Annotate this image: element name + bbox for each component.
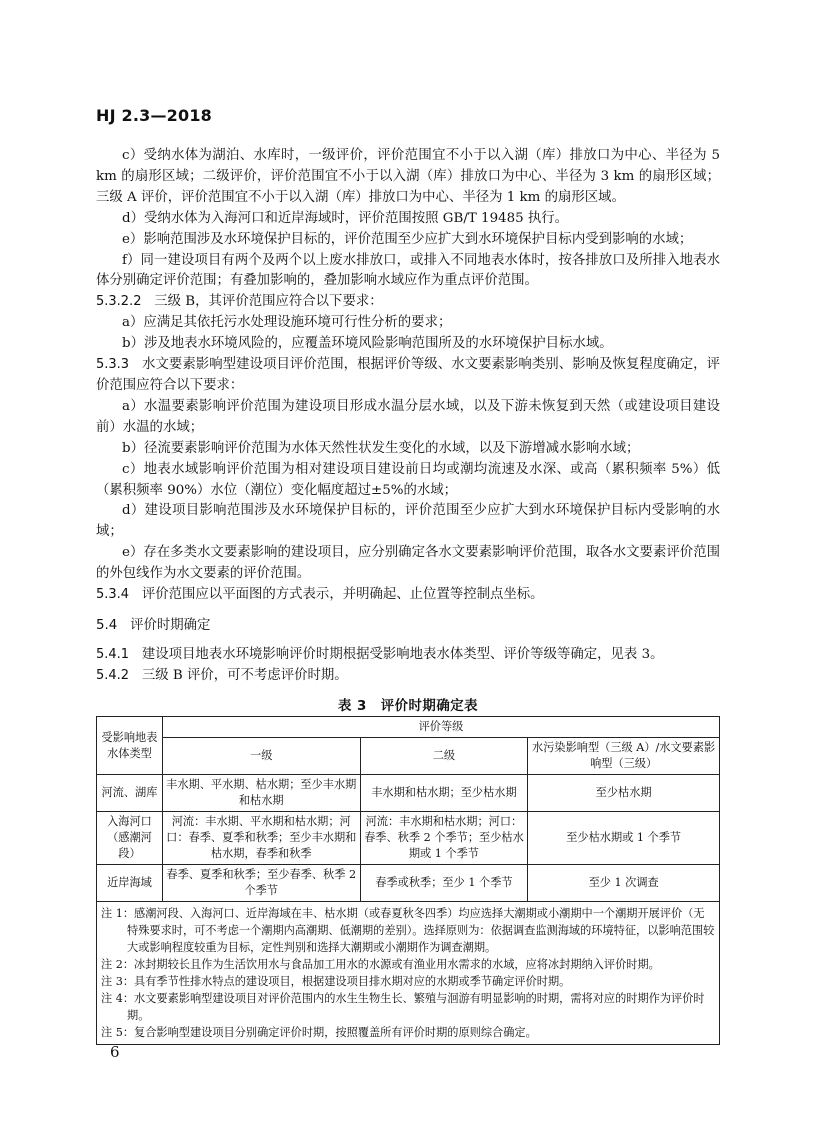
clause-number: 5.4.1: [96, 646, 130, 662]
cell-level-1: 丰水期、平水期、枯水期；至少丰水期和枯水期: [162, 775, 360, 812]
clause-text: 评价范围应以平面图的方式表示，并明确起、止位置等控制点坐标。: [141, 587, 544, 603]
table-note: 注 3：具有季节性排水特点的建设项目，根据建设项目排水期对应的水期或季节确定评价时期。: [101, 975, 571, 988]
page-number: 6: [110, 1043, 120, 1061]
table-note: 注 5：复合影响型建设项目分别确定评价时期，按照覆盖所有评价时期的原则综合确定。: [101, 1026, 537, 1039]
paragraph-a2: a）应满足其依托污水处理设施环境可行性分析的要求；: [122, 315, 452, 331]
paragraph-d3: d）建设项目影响范围涉及水环境保护目标的，评价范围至少应扩大到水环境保护目标内受影响的水域；: [96, 503, 720, 540]
cell-level-2: 春季或秋季；至少 1 个季节: [360, 865, 528, 902]
paragraph-e1: e）影响范围涉及水环境保护目标的，评价范围至少应扩大到水环境保护目标内受到影响的水域；: [122, 231, 693, 247]
paragraph-f1: f）同一建设项目有两个及两个以上废水排放口，或排入不同地表水体时，按各排放口及所排入地表水体分别确定评价范围；有叠加影响的，叠加影响水域应作为重点评价范围。: [96, 252, 720, 289]
clause-5-3-4: [96, 585, 720, 606]
clause-5-4-1: [96, 645, 720, 666]
cell-level-1: 河流：丰水期、平水期和枯水期；河口：春季、夏季和秋季；至少丰水期和枯水期，春季和秋季: [162, 812, 360, 865]
clause-text: 三级 B，其评价范围应符合以下要求：: [154, 294, 383, 310]
table-subheader-row: [97, 738, 720, 775]
paragraph-a3: a）水温要素影响评价范围为建设项目形成水温分层水域，以及下游未恢复到天然（或建设项目建设前）水温的水域；: [96, 398, 720, 435]
heading-number: 5.4: [96, 617, 118, 633]
body-text: [96, 146, 720, 724]
table-row: [97, 865, 720, 902]
paragraph-b3: b）径流要素影响评价范围为水体天然性状发生变化的水域，以及下游增减水影响水域；: [122, 440, 640, 456]
cell-type: 入海河口（感潮河段）: [97, 812, 163, 865]
header-evaluation-grade: 评价等级: [162, 717, 719, 738]
table-note: 注 1：感潮河段、入海河口、近岸海域在丰、枯水期（或春夏秋冬四季）均应选择大潮期或小潮期中一个潮期开展评价（无特殊要求时，可不考虑一个潮期内高潮期、低潮期的差别）。选择原则为：依据调查监测海域的环境特征，以影响范围较大或影响程度较重为目标，定性判别和选择大潮期或小潮期作为调查潮期。: [101, 907, 715, 954]
clause-5-3-2-2: [96, 292, 720, 313]
table-header-row: [97, 717, 720, 738]
cell-level-3: 至少枯水期或 1 个季节: [528, 812, 720, 865]
cell-level-3: 至少 1 次调查: [528, 865, 720, 902]
cell-type: 近岸海域: [97, 865, 163, 902]
evaluation-period-table: [96, 716, 720, 1045]
clause-5-3-3: [96, 355, 720, 397]
header-water-type: 受影响地表水体类型: [97, 717, 163, 775]
cell-level-2: 河流：丰水期和枯水期；河口：春季、秋季 2 个季节；至少枯水期或 1 个季节: [360, 812, 528, 865]
header-level-2: 二级: [360, 738, 528, 775]
clause-text: 水文要素影响型建设项目评价范围，根据评价等级、水文要素影响类别、影响及恢复程度确定，评价范围应符合以下要求：: [96, 357, 720, 393]
header-level-1: 一级: [162, 738, 360, 775]
clause-number: 5.4.2: [96, 667, 130, 683]
heading-text: 评价时期确定: [130, 617, 211, 633]
table-notes: [97, 902, 720, 1045]
cell-type: 河流、湖库: [97, 775, 163, 812]
paragraph-b2: b）涉及地表水环境风险的，应覆盖环境风险影响范围所及的水环境保护目标水域。: [122, 336, 613, 352]
clause-5-4-2: [96, 666, 720, 687]
paragraph-d1: d）受纳水体为入海河口和近岸海域时，评价范围按照 GB/T 19485 执行。: [122, 210, 569, 226]
table-caption: 表 3 评价时期确定表: [338, 698, 478, 714]
clause-number: 5.3.4: [96, 587, 130, 603]
table-row: [97, 775, 720, 812]
paragraph-e3: e）存在多类水文要素影响的建设项目，应分别确定各水文要素影响评价范围，取各水文要素评价范围的外包线作为水文要素的评价范围。: [96, 545, 720, 582]
clause-text: 建设项目地表水环境影响评价时期根据受影响地表水体类型、评价等级等确定，见表 3。: [141, 646, 664, 662]
section-heading-5-4: [96, 616, 720, 637]
clause-number: 5.3.2.2: [96, 294, 142, 310]
table-note: 注 2：冰封期较长且作为生活饮用水与食品加工用水的水源或有渔业用水需求的水域，应将冰封期纳入评价时期。: [101, 958, 660, 971]
standard-code: HJ 2.3—2018: [96, 106, 212, 125]
clause-number: 5.3.3: [96, 357, 130, 373]
header-level-3: 水污染影响型（三级 A）/水文要素影响型（三级）: [528, 738, 720, 775]
table-note: 注 4：水文要素影响型建设项目对评价范围内的水生生物生长、繁殖与洄游有明显影响的时期，需将对应的时期作为评价时期。: [101, 992, 705, 1022]
paragraph-c3: c）地表水域影响评价范围为相对建设项目建设前日均或潮均流速及水深、或高（累积频率 5%）低（累积频率 90%）水位（潮位）变化幅度超过±5%的水域；: [96, 461, 720, 498]
table-row: [97, 812, 720, 865]
cell-level-2: 丰水期和枯水期；至少枯水期: [360, 775, 528, 812]
paragraph-c1: c）受纳水体为湖泊、水库时，一级评价，评价范围宜不小于以入湖（库）排放口为中心、半径为 5 km 的扇形区域；二级评价，评价范围宜不小于以入湖（库）排放口为中心、半径为 3 km 的扇形区域；三级 A 评价，评价范围宜不小于以入湖（库）排放口为中心、半径为 1 km 的扇形区域。: [96, 148, 720, 205]
cell-level-3: 至少枯水期: [528, 775, 720, 812]
cell-level-1: 春季、夏季和秋季；至少春季、秋季 2 个季节: [162, 865, 360, 902]
clause-text: 三级 B 评价，可不考虑评价时期。: [141, 667, 348, 683]
table-notes-row: [97, 902, 720, 1045]
